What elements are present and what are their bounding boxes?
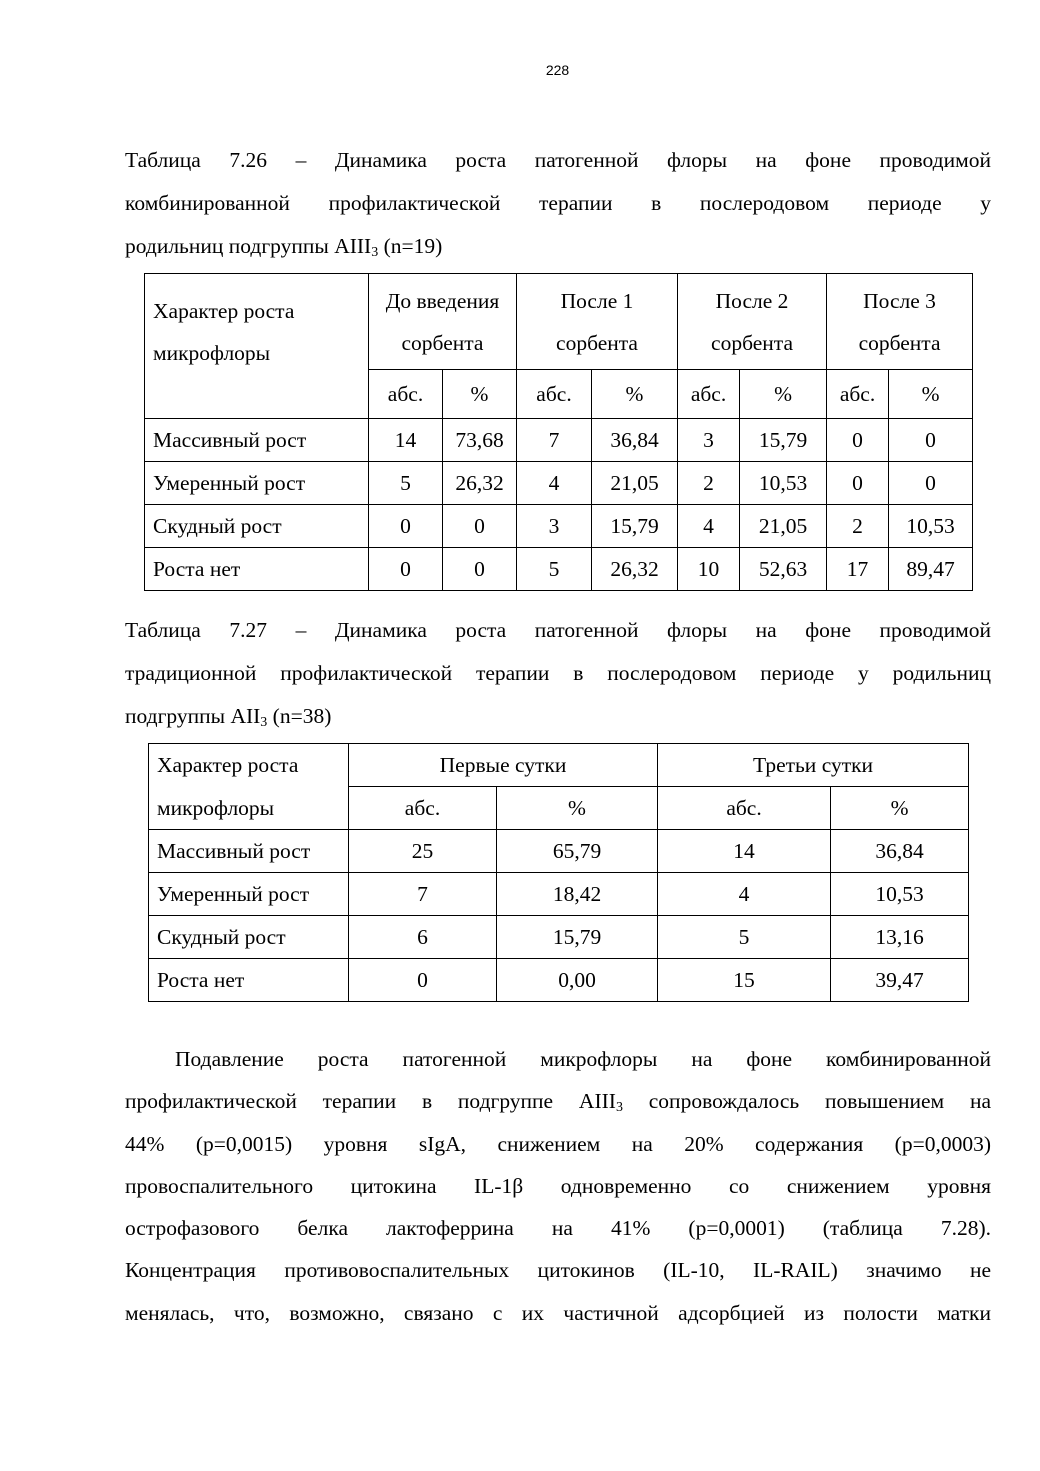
pct-header: % [889,370,973,419]
header-line: Характер роста [153,299,295,323]
row-label: Массивный рост [145,419,369,462]
table-cell: 0 [827,462,889,505]
table-cell: 4 [658,873,831,916]
table-cell: 10,53 [889,505,973,548]
paragraph-text: профилактической терапии в подгруппе AIII [125,1089,616,1114]
row-label-header: микрофлоры [149,787,349,830]
table-cell: 15,79 [740,419,827,462]
table-cell: 3 [517,505,592,548]
group-header: Третьи сутки [658,744,969,787]
table-row [145,505,973,548]
row-label-header: Характер роста [149,744,349,787]
table-cell: 36,84 [831,830,969,873]
table-cell: 0 [369,505,443,548]
abs-header: абс. [369,370,443,419]
table-cell: 0 [889,419,973,462]
paragraph-subscript: 3 [615,1100,623,1116]
abs-header: абс. [827,370,889,419]
table-row [149,959,969,1002]
row-label: Умеренный рост [149,873,349,916]
table-cell: 5 [517,548,592,591]
abs-header: абс. [678,370,740,419]
row-label: Скудный рост [145,505,369,548]
table-cell: 73,68 [443,419,517,462]
caption-line: комбинированной профилактической терапии в послеродовом периоде у [125,191,991,215]
table-row [149,830,969,873]
row-label: Роста нет [145,548,369,591]
pct-header: % [497,787,658,830]
table-cell: 7 [517,419,592,462]
caption-line: Таблица 7.26 – Динамика роста патогенной флоры на фоне проводимой [125,148,991,172]
table-cell: 52,63 [740,548,827,591]
table-cell: 15 [658,959,831,1002]
caption-text: (n=38) [267,704,332,728]
table-cell: 6 [349,916,497,959]
paragraph-line: острофазового белка лактоферрина на 41% (p=0,0001) (таблица 7.28). [125,1216,991,1241]
group-header: После 2 сорбента [678,274,827,370]
table-row [145,462,973,505]
caption-text: подгруппы AII [125,704,261,728]
table-cell: 14 [369,419,443,462]
abs-header: абс. [349,787,497,830]
table-cell: 17 [827,548,889,591]
page-number: 228 [545,62,570,78]
paragraph-line: Концентрация противовоспалительных цитокинов (IL-10, IL-RAIL) значимо не [125,1258,991,1283]
header-line: микрофлоры [153,341,271,365]
table-cell: 36,84 [592,419,678,462]
table-cell: 10,53 [831,873,969,916]
table-cell: 7 [349,873,497,916]
row-label: Скудный рост [149,916,349,959]
caption-subscript: 3 [371,245,379,260]
pct-header: % [592,370,678,419]
table-cell: 0,00 [497,959,658,1002]
paragraph-line: провоспалительного цитокина IL-1β одновременно со снижением уровня [125,1173,991,1198]
table-cell: 0 [443,505,517,548]
paragraph-text: сопровождалось повышением на [622,1089,991,1114]
table-cell: 21,05 [592,462,678,505]
row-label: Массивный рост [149,830,349,873]
pct-header: % [740,370,827,419]
caption-line [125,225,991,268]
table-cell: 10,53 [740,462,827,505]
caption-subscript: 3 [260,715,268,730]
table-cell: 4 [678,505,740,548]
row-label: Умеренный рост [145,462,369,505]
table-cell: 25 [349,830,497,873]
body-paragraph [125,1038,991,1334]
table-row [149,916,969,959]
table-cell: 0 [443,548,517,591]
table-7-27 [148,743,969,1002]
table-cell: 5 [658,916,831,959]
table-cell: 5 [369,462,443,505]
table-row [145,419,973,462]
table-cell: 89,47 [889,548,973,591]
row-label-header [145,274,369,419]
table-cell: 15,79 [592,505,678,548]
table-cell: 2 [827,505,889,548]
table-row [149,873,969,916]
caption-line [125,695,991,738]
row-label: Роста нет [149,959,349,1002]
table-cell: 14 [658,830,831,873]
paragraph-line: менялась, что, возможно, связано с их частичной адсорбцией из полости матки [125,1300,991,1325]
table-cell: 15,79 [497,916,658,959]
table-7-26 [144,273,973,591]
group-header: После 3 сорбента [827,274,973,370]
table-cell: 2 [678,462,740,505]
table-cell: 18,42 [497,873,658,916]
caption-line: Таблица 7.27 – Динамика роста патогенной флоры на фоне проводимой [125,618,991,642]
table-row [145,548,973,591]
paragraph-line [125,1080,991,1122]
table-cell: 13,16 [831,916,969,959]
abs-header: абс. [517,370,592,419]
table-7-27-caption [125,609,991,738]
table-cell: 26,32 [592,548,678,591]
caption-line: традиционной профилактической терапии в послеродовом периоде у родильниц [125,661,991,685]
table-cell: 0 [889,462,973,505]
table-cell: 0 [349,959,497,1002]
abs-header: абс. [658,787,831,830]
paragraph-line: Подавление роста патогенной микрофлоры на фоне комбинированной [175,1047,991,1071]
paragraph-line: 44% (p=0,0015) уровня sIgA, снижением на 20% содержания (p=0,0003) [125,1131,991,1156]
table-cell: 65,79 [497,830,658,873]
table-cell: 0 [827,419,889,462]
group-header: До введения сорбента [369,274,517,370]
table-cell: 10 [678,548,740,591]
table-cell: 4 [517,462,592,505]
caption-text: родильниц подгруппы AIII [125,234,372,258]
pct-header: % [443,370,517,419]
table-cell: 3 [678,419,740,462]
table-7-26-caption [125,139,991,268]
table-cell: 39,47 [831,959,969,1002]
group-header: Первые сутки [349,744,658,787]
pct-header: % [831,787,969,830]
table-cell: 0 [369,548,443,591]
table-cell: 26,32 [443,462,517,505]
table-cell: 21,05 [740,505,827,548]
group-header: После 1 сорбента [517,274,678,370]
caption-text: (n=19) [378,234,443,258]
